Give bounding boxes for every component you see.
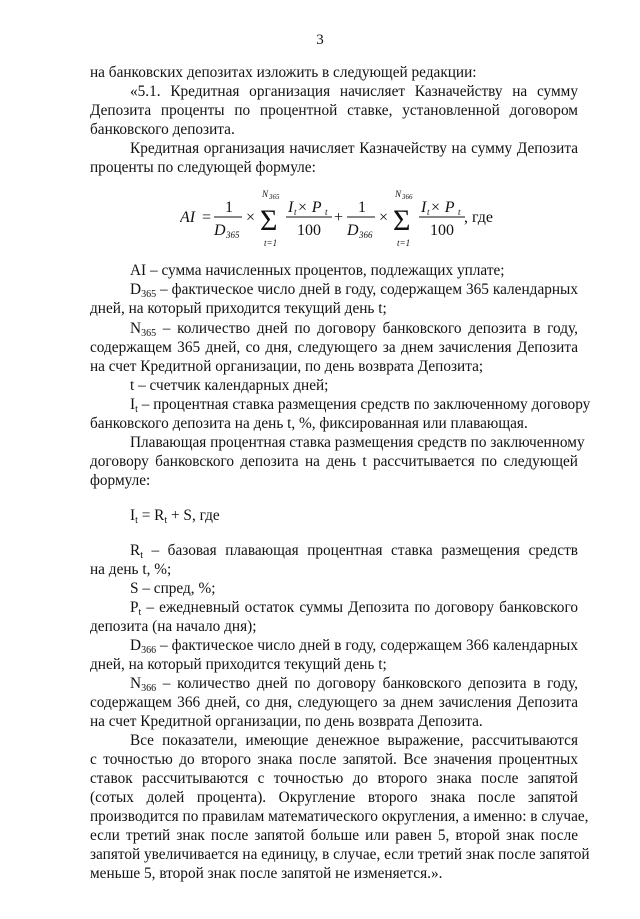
page-number: 3 xyxy=(316,32,324,48)
text-line: с точностью до второго знака после запятой. Все значения процентных xyxy=(90,751,578,768)
formula-d366: D xyxy=(347,222,359,239)
formula-times-2: × xyxy=(379,209,389,226)
text-line: запятой увеличивается на единицу, в случае, если третий знак после запятой xyxy=(90,846,590,863)
text-line: $R_t$ – базовая плавающая процентная ставка размещения средств xyxy=(130,542,578,561)
text-line: на счет Кредитной организации, по день возврата Депозита. xyxy=(90,713,483,730)
formula-num-sub2: t xyxy=(325,207,328,217)
text-line: содержащем 365 дней, со дня, следующего за днем зачисления Депозита xyxy=(90,339,578,356)
formula-d366-sub: 366 xyxy=(359,230,373,240)
formula-d365: D xyxy=(214,222,226,239)
text-line: на банковских депозитах изложить в следующей редакции: xyxy=(90,64,477,81)
formula-one: 1 xyxy=(225,199,233,216)
formula-d365-sub: 365 xyxy=(226,230,240,240)
formula-num-sub-4: t xyxy=(458,207,461,217)
formula-tfrom: t=1 xyxy=(264,238,278,248)
text-line: депозита (на начало дня); xyxy=(90,618,257,635)
text-line: $N_{366}$ – количество дней по договору банковского депозита в году, xyxy=(130,675,578,694)
formula-num-p-2: × P xyxy=(430,199,455,216)
text-line: t – счетчик календарных дней; xyxy=(130,377,329,394)
formula-den-2: 100 xyxy=(430,222,454,239)
text-line: Кредитная организация начисляет Казначейству на сумму Депозита xyxy=(130,140,578,157)
text-line: формуле: xyxy=(90,472,151,489)
formula-n365-sub: 365 xyxy=(269,193,280,201)
formula-plus: + xyxy=(334,209,344,226)
formula-num-sub-3: t xyxy=(427,207,430,217)
interest-formula xyxy=(180,186,560,250)
formula-n366-sub: 366 xyxy=(402,193,413,201)
text-line: S – спред, %; xyxy=(130,580,216,597)
formula-float-rate: $I_t = R_t + S$, где xyxy=(130,507,220,526)
formula-n366: N xyxy=(395,189,402,199)
text-line: на счет Кредитной организации, по день возврата Депозита; xyxy=(90,358,484,375)
text-line: дней, на который приходится текущий день t; xyxy=(90,300,387,317)
text-line: $I_t$ – процентная ставка размещения средств по заключенному договору xyxy=(130,396,591,415)
formula-tfrom-2: t=1 xyxy=(397,238,411,248)
text-line: Все показатели, имеющие денежное выражение, рассчитываются xyxy=(130,732,578,749)
text-line: меньше 5, второй знак после запятой не изменяется.». xyxy=(90,865,443,882)
text-line: на день t, %; xyxy=(90,561,172,578)
text-line: банковского депозита на день t, %, фиксированная или плавающая. xyxy=(90,415,528,432)
text-line: проценты по следующей формуле: xyxy=(90,159,316,176)
formula-num-sub: t xyxy=(294,207,297,217)
text-line: производится по правилам математического округления, а именно: в случае, xyxy=(90,808,589,825)
sigma-icon: Σ xyxy=(393,204,411,237)
formula-n365: N xyxy=(262,189,269,199)
formula-num-p: × P xyxy=(297,199,322,216)
text-line: договору банковского депозита на день t рассчитывается по следующей xyxy=(90,453,578,470)
text-line: дней, на который приходится текущий день t; xyxy=(90,656,387,673)
text-line: AI – сумма начисленных процентов, подлежащих уплате; xyxy=(130,262,505,279)
formula-times: × xyxy=(246,209,256,226)
formula-svg xyxy=(180,186,560,250)
text-line: Депозита проценты по процентной ставке, установленной договором xyxy=(90,102,578,119)
text-line: если третий знак после запятой больше или равен 5, второй знак после xyxy=(90,827,578,844)
formula-den: 100 xyxy=(297,222,321,239)
text-line: ставок рассчитываются с точностью до второго знака после запятой xyxy=(90,770,578,787)
text-line: $N_{365}$ – количество дней по договору банковского депозита в году, xyxy=(130,320,578,339)
text-line: Плавающая процентная ставка размещения средств по заключенному xyxy=(130,434,585,451)
text-line: $D_{366}$ – фактическое число дней в году, содержащем 366 календарных xyxy=(130,637,578,656)
sigma-icon: Σ xyxy=(260,204,278,237)
formula-num-i-2: I xyxy=(421,199,427,216)
formula-one-2: 1 xyxy=(358,199,366,216)
text-line: $D_{365}$ – фактическое число дней в году, содержащем 365 календарных xyxy=(130,281,578,300)
formula-num-i: I xyxy=(288,199,294,216)
text-line: банковского депозита. xyxy=(90,121,235,138)
formula-eq: = xyxy=(202,209,212,226)
text-line: (сотых долей процента). Округление второго знака после запятой xyxy=(90,789,578,806)
formula-tail: , где xyxy=(464,209,494,226)
formula-lhs: AI xyxy=(180,209,196,226)
text-line: «5.1. Кредитная организация начисляет Казначейству на сумму xyxy=(130,83,578,100)
text-line: $P_t$ – ежедневный остаток суммы Депозита по договору банковского xyxy=(130,599,578,618)
text-line: содержащем 366 дней, со дня, следующего за днем зачисления Депозита xyxy=(90,694,578,711)
